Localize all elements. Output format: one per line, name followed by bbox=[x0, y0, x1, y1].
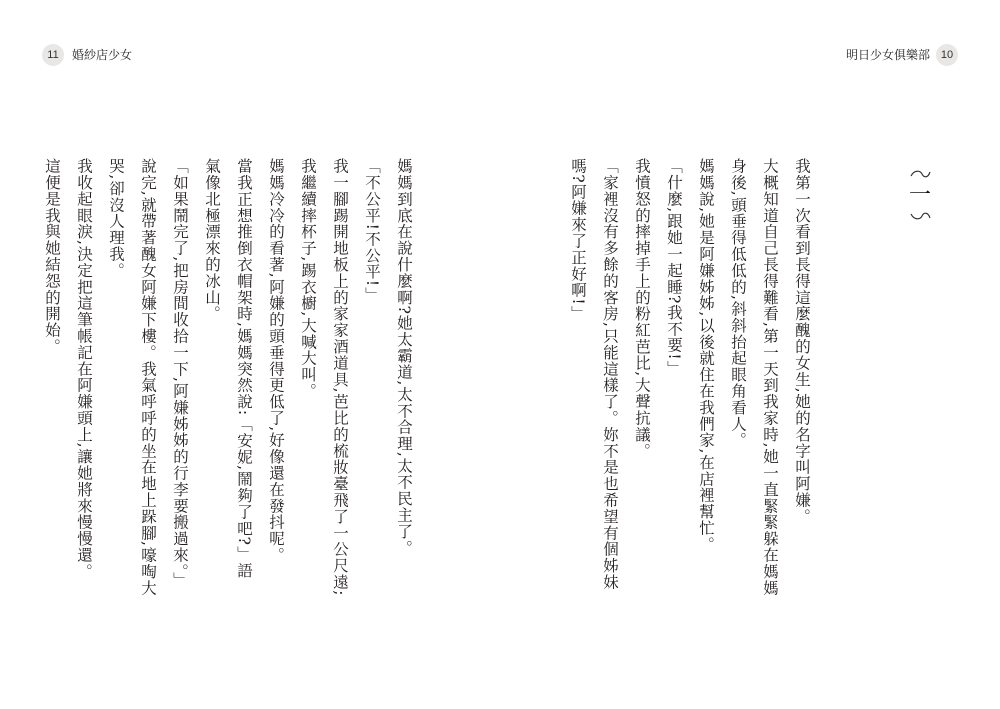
text-line: 「什麼,跟她一起睡?我不要!」 bbox=[665, 158, 683, 377]
swirl-bottom-icon bbox=[911, 213, 930, 219]
text-line: 我第一次看到長得這麼醜的女生,她的名字叫阿嫌。 bbox=[793, 158, 811, 525]
chapter-ornament bbox=[902, 162, 938, 226]
left-running-title: 婚紗店少女 bbox=[72, 48, 133, 62]
chapter-number: 一 bbox=[908, 183, 932, 208]
text-line: 身後,頭垂得低低的,斜斜抬起眼角看人。 bbox=[729, 158, 747, 449]
text-line: 「如果鬧完了,把房間收拾一下,阿嫌姊姊的行李要搬過來。」 bbox=[171, 158, 189, 589]
right-running-title: 明日少女俱樂部 bbox=[845, 48, 930, 62]
text-line: 媽媽冷冷的看著,阿嫌的頭垂得更低了,好像還在發抖呢。 bbox=[267, 158, 285, 564]
text-line: 媽媽說,她是阿嫌姊姊,以後就住在我們家,在店裡幫忙。 bbox=[697, 158, 715, 553]
text-line: 媽媽到底在說什麼啊?她太霸道,太不合理,太不民主了。 bbox=[395, 158, 413, 557]
text-line: 當我正想推倒衣帽架時,媽媽突然說:「安妮,鬧夠了吧?」語 bbox=[235, 158, 253, 579]
left-page-body bbox=[36, 158, 420, 608]
right-page-body bbox=[562, 158, 818, 608]
text-line: 這便是我與她結怨的開始。 bbox=[43, 158, 61, 355]
text-line: 我憤怒的摔掉手上的粉紅芭比,大聲抗議。 bbox=[633, 158, 651, 460]
text-line: 「家裡沒有多餘的客房,只能這樣了。妳不是也希望有個姊妹 bbox=[601, 158, 619, 591]
left-page-number: 11 bbox=[42, 44, 64, 66]
text-line: 我繼續摔杯子,踢衣櫥,大喊大叫。 bbox=[299, 158, 317, 400]
text-line: 「不公平!不公平!」 bbox=[363, 158, 381, 304]
text-line: 氣像北極漂來的冰山。 bbox=[203, 158, 221, 322]
swirl-top-icon bbox=[911, 171, 930, 177]
text-line: 說完,就帶著醜女阿嫌下樓。我氣呼呼的坐在地上跺腳,嚎啕大 bbox=[139, 158, 157, 597]
text-line: 我收起眼淚,決定把這筆帳記在阿嫌頭上,讓她將來慢慢還。 bbox=[75, 158, 93, 580]
text-line: 大概知道自己長得難看,第一天到我家時,她一直緊緊躲在媽媽 bbox=[761, 158, 779, 597]
text-line: 我一腳踢開地板上的家家酒道具,芭比的梳妝臺飛了一公尺遠; bbox=[331, 158, 349, 597]
text-line: 哭,卻沒人理我。 bbox=[107, 158, 125, 279]
text-line: 嗎?阿嫌來了正好啊!」 bbox=[569, 158, 587, 322]
right-page-number: 10 bbox=[936, 44, 958, 66]
